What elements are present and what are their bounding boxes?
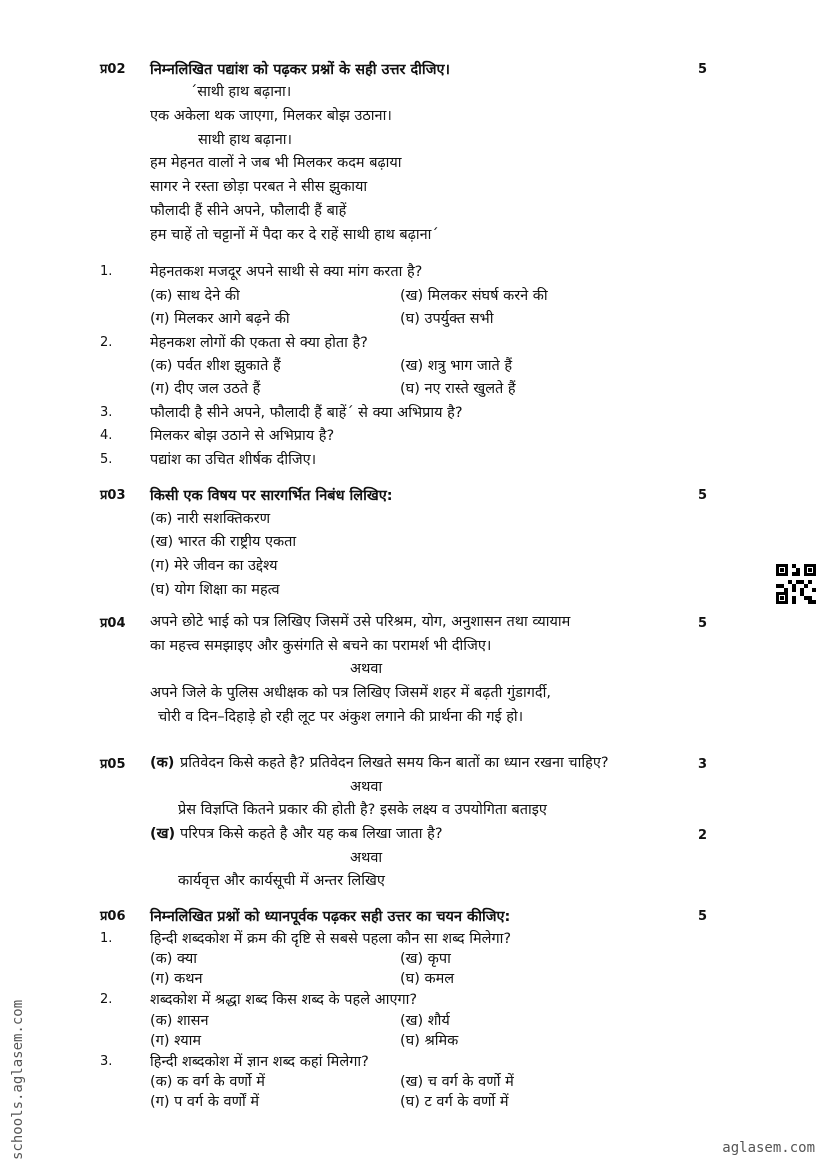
sub-number: 1.	[100, 264, 113, 279]
q04-number: प्र04	[100, 616, 126, 631]
q04-alt-text: अपने जिले के पुलिस अधीक्षक को पत्र लिखिए जिसमें शहर में बढ़ती गुंडागर्दी,	[150, 685, 551, 701]
q06-marks: 5	[698, 909, 708, 924]
poem-line: फौलादी हैं सीने अपने, फौलादी हैं बाहें	[150, 203, 347, 219]
sub-number: 1.	[100, 931, 113, 946]
or-label: अथवा	[350, 850, 383, 866]
q04-text: अपने छोटे भाई को पत्र लिखिए जिसमें उसे परिश्रम, योग, अनुशासन तथा व्यायाम	[150, 614, 571, 630]
poem-line: हम चाहें तो चट्टानों में पैदा कर दे राहें साथी हाथ बढ़ाना´	[150, 227, 439, 243]
option: (ख) च वर्ग के वर्णो में	[400, 1074, 514, 1090]
sub-question: मिलकर बोझ उठाने से अभिप्राय है?	[150, 428, 335, 444]
q05a-alt: प्रेस विज्ञप्ति कितने प्रकार की होती है? इसके लक्ष्य व उपयोगिता बताइए	[178, 802, 547, 818]
essay-topic: (क) नारी सशक्तिकरण	[150, 511, 271, 527]
option: (ख) मिलकर संघर्ष करने की	[400, 288, 548, 304]
option: (ग) मिलकर आगे बढ़ने की	[150, 311, 290, 327]
q04-marks: 5	[698, 616, 708, 631]
poem-line: सागर ने रस्ता छोड़ा परबत ने सीस झुकाया	[150, 179, 368, 195]
q03-number: प्र03	[100, 488, 126, 503]
option: (ख) कृपा	[400, 951, 451, 967]
option: (ग) कथन	[150, 971, 203, 987]
or-label: अथवा	[350, 661, 383, 677]
option: (ग) श्याम	[150, 1033, 202, 1049]
sub-question: शब्दकोश में श्रद्धा शब्द किस शब्द के पहले आएगा?	[150, 992, 418, 1008]
sub-number: 3.	[100, 405, 113, 420]
sub-number: 2.	[100, 992, 113, 1007]
q05b-text: परिपत्र किसे कहते है और यह कब लिखा जाता है?	[180, 826, 443, 842]
q03-heading: किसी एक विषय पर सारगर्भित निबंध लिखिए:	[150, 488, 393, 504]
sub-number: 4.	[100, 428, 113, 443]
option: (घ) कमल	[400, 971, 455, 987]
sub-question: फौलादी है सीने अपने, फौलादी हैं बाहें´ से क्या अभिप्राय है?	[150, 405, 463, 421]
sub-question: मेहनकश लोगों की एकता से क्या होता है?	[150, 335, 368, 351]
side-watermark: schools.aglasem.com	[10, 999, 26, 1160]
q02-marks: 5	[698, 62, 708, 77]
essay-topic: (ख) भारत की राष्ट्रीय एकता	[150, 534, 297, 550]
essay-topic: (घ) योग शिक्षा का महत्व	[150, 582, 280, 598]
q05a-text: प्रतिवेदन किसे कहते है? प्रतिवेदन लिखते समय किन बातों का ध्यान रखना चाहिए?	[180, 755, 609, 771]
sub-question: मेहनतकश मजदूर अपने साथी से क्या मांग करता है?	[150, 264, 423, 280]
option: (क) क वर्ग के वर्णो में	[150, 1074, 265, 1090]
option: (क) क्या	[150, 951, 197, 967]
option: (क) पर्वत शीश झुकाते हैं	[150, 358, 281, 374]
essay-topic: (ग) मेरे जीवन का उद्देश्य	[150, 558, 278, 574]
q04-text: का महत्त्व समझाइए और कुसंगति से बचने का परामर्श भी दीजिए।	[150, 638, 492, 654]
poem-line: साथी हाथ बढ़ाना।	[198, 132, 293, 148]
option: (ग) दीए जल उठते हैं	[150, 381, 261, 397]
q05b-marks: 2	[698, 828, 708, 843]
poem-line: हम मेहनत वालों ने जब भी मिलकर कदम बढ़ाया	[150, 155, 402, 171]
option: (ख) शौर्य	[400, 1013, 450, 1029]
option: (ग) प वर्ग के वर्णों में	[150, 1094, 260, 1110]
poem-line: एक अकेला थक जाएगा, मिलकर बोझ उठाना।	[150, 108, 392, 124]
sub-question: हिन्दी शब्दकोश में क्रम की दृष्टि से सबसे पहला कौन सा शब्द मिलेगा?	[150, 931, 512, 947]
option: (ख) शत्रु भाग जाते हैं	[400, 358, 513, 374]
part-label: (क)	[150, 755, 175, 771]
q06-number: प्र06	[100, 909, 126, 924]
q05-number: प्र05	[100, 757, 126, 772]
qr-code-icon	[776, 564, 816, 608]
sub-number: 2.	[100, 335, 113, 350]
option: (क) शासन	[150, 1013, 209, 1029]
q06-heading: निम्नलिखित प्रश्नों को ध्यानपूर्वक पढ़कर सही उत्तर का चयन कीजिए:	[150, 909, 511, 925]
poem-line: ´साथी हाथ बढ़ाना।	[190, 84, 292, 100]
q05a-marks: 3	[698, 757, 708, 772]
part-label: (ख)	[150, 826, 176, 842]
q02-heading: निम्नलिखित पद्यांश को पढ़कर प्रश्नों के सही उत्तर दीजिए।	[150, 62, 450, 78]
q02-number: प्र02	[100, 62, 126, 77]
sub-number: 5.	[100, 452, 113, 467]
option: (घ) ट वर्ग के वर्णो में	[400, 1094, 509, 1110]
q04-alt-text: चोरी व दिन–दिहाड़े हो रही लूट पर अंकुश लगाने की प्रार्थना की गई हो।	[158, 709, 524, 725]
sub-question: पद्यांश का उचित शीर्षक दीजिए।	[150, 452, 317, 468]
option: (घ) नए रास्ते खुलते हैं	[400, 381, 516, 397]
option: (क) साथ देने की	[150, 288, 240, 304]
q05b-alt: कार्यवृत्त और कार्यसूची में अन्तर लिखिए	[178, 873, 385, 889]
sub-number: 3.	[100, 1054, 113, 1069]
or-label: अथवा	[350, 779, 383, 795]
footer-watermark: aglasem.com	[722, 1140, 815, 1156]
option: (घ) उपर्युक्त सभी	[400, 311, 494, 327]
option: (घ) श्रमिक	[400, 1033, 459, 1049]
q03-marks: 5	[698, 488, 708, 503]
sub-question: हिन्दी शब्दकोश में ज्ञान शब्द कहां मिलेगा?	[150, 1054, 369, 1070]
